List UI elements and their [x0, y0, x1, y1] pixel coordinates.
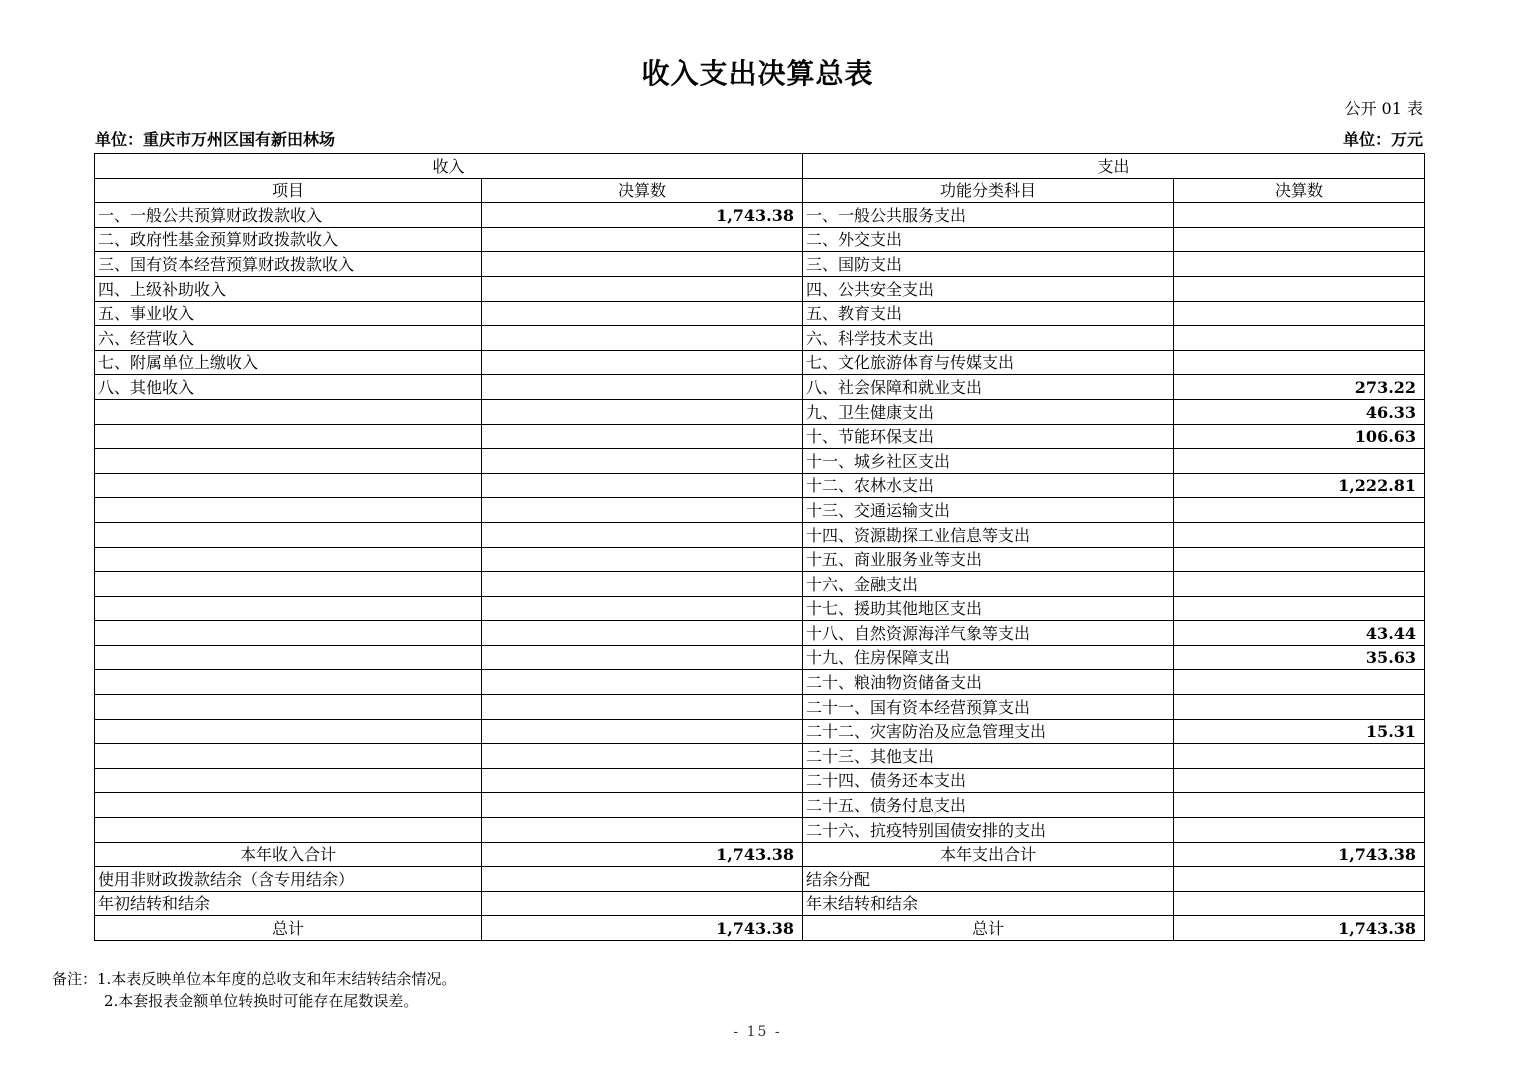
- grand-total-label-expense: 总计: [803, 916, 1174, 941]
- income-item: [95, 695, 482, 720]
- income-amount: [482, 695, 803, 720]
- expense-total-value: 1,743.38: [1174, 842, 1425, 867]
- expense-item: 二十三、其他支出: [803, 744, 1174, 769]
- surplus-value: [1174, 867, 1425, 892]
- expense-item: 五、教育支出: [803, 301, 1174, 326]
- expense-amount: 106.63: [1174, 424, 1425, 449]
- income-amount: [482, 276, 803, 301]
- expense-amount: [1174, 818, 1425, 843]
- income-amount: [482, 350, 803, 375]
- expense-item: 十四、资源勘探工业信息等支出: [803, 522, 1174, 547]
- grand-total-expense: 1,743.38: [1174, 916, 1425, 941]
- expense-item: 十七、援助其他地区支出: [803, 596, 1174, 621]
- expense-item: 十九、住房保障支出: [803, 645, 1174, 670]
- table-row: [95, 424, 1425, 449]
- table-row: [95, 473, 1425, 498]
- budget-summary-table: [94, 153, 1425, 941]
- income-amount: [482, 252, 803, 277]
- income-amount: [482, 670, 803, 695]
- income-item: 六、经营收入: [95, 326, 482, 351]
- income-item: 一、一般公共预算财政拨款收入: [95, 203, 482, 228]
- income-item: [95, 449, 482, 474]
- expense-amount: 46.33: [1174, 399, 1425, 424]
- income-amount: [482, 424, 803, 449]
- unit-measure: 单位：万元: [1342, 130, 1423, 149]
- expense-amount: [1174, 768, 1425, 793]
- nonfiscal-label: 使用非财政拨款结余（含专用结余）: [95, 867, 482, 892]
- end-carryover-label: 年末结转和结余: [803, 891, 1174, 916]
- expense-amount: [1174, 547, 1425, 572]
- expense-item: 二十四、债务还本支出: [803, 768, 1174, 793]
- income-item: 三、国有资本经营预算财政拨款收入: [95, 252, 482, 277]
- income-amount: [482, 326, 803, 351]
- table-row: [95, 350, 1425, 375]
- income-item: [95, 818, 482, 843]
- income-amount: [482, 498, 803, 523]
- expense-item: 二十、粮油物资储备支出: [803, 670, 1174, 695]
- income-item: 七、附属单位上缴收入: [95, 350, 482, 375]
- expense-header: 支出: [803, 154, 1425, 179]
- expense-item: 九、卫生健康支出: [803, 399, 1174, 424]
- expense-amount: [1174, 276, 1425, 301]
- expense-item: 一、一般公共服务支出: [803, 203, 1174, 228]
- table-row: [95, 719, 1425, 744]
- income-header: 收入: [95, 154, 803, 179]
- expense-item: 三、国防支出: [803, 252, 1174, 277]
- expense-item: 二十五、债务付息支出: [803, 793, 1174, 818]
- table-row: [95, 572, 1425, 597]
- table-row: [95, 326, 1425, 351]
- income-amount: [482, 768, 803, 793]
- table-row: [95, 744, 1425, 769]
- amount-header: 决算数: [482, 178, 803, 203]
- income-item: 五、事业收入: [95, 301, 482, 326]
- begin-carryover-value: [482, 891, 803, 916]
- item-header: 项目: [95, 178, 482, 203]
- expense-item: 七、文化旅游体育与传媒支出: [803, 350, 1174, 375]
- annual-total-row: [95, 842, 1425, 867]
- page-title: 收入支出决算总表: [641, 57, 874, 90]
- expense-item: 八、社会保障和就业支出: [803, 375, 1174, 400]
- expense-total-label: 本年支出合计: [803, 842, 1174, 867]
- expense-item: 十五、商业服务业等支出: [803, 547, 1174, 572]
- income-item: [95, 547, 482, 572]
- table-row: [95, 276, 1425, 301]
- income-item: [95, 645, 482, 670]
- income-amount: [482, 596, 803, 621]
- expense-amount: [1174, 793, 1425, 818]
- table-row: [95, 203, 1425, 228]
- income-item: [95, 719, 482, 744]
- surplus-label: 结余分配: [803, 867, 1174, 892]
- expense-item: 十二、农林水支出: [803, 473, 1174, 498]
- expense-amount: [1174, 449, 1425, 474]
- income-amount: [482, 572, 803, 597]
- table-row: [95, 301, 1425, 326]
- table-row: [95, 252, 1425, 277]
- income-item: 二、政府性基金预算财政拨款收入: [95, 227, 482, 252]
- table-row: [95, 670, 1425, 695]
- income-item: [95, 793, 482, 818]
- income-amount: 1,743.38: [482, 203, 803, 228]
- grand-total-label-income: 总计: [95, 916, 482, 941]
- expense-item: 二、外交支出: [803, 227, 1174, 252]
- expense-item: 十一、城乡社区支出: [803, 449, 1174, 474]
- expense-item: 十、节能环保支出: [803, 424, 1174, 449]
- begin-carryover-label: 年初结转和结余: [95, 891, 482, 916]
- table-row: [95, 375, 1425, 400]
- income-item: [95, 522, 482, 547]
- income-item: [95, 399, 482, 424]
- income-amount: [482, 449, 803, 474]
- footnotes: [52, 968, 456, 1012]
- income-item: [95, 498, 482, 523]
- function-category-header: 功能分类科目: [803, 178, 1174, 203]
- expense-amount: 1,222.81: [1174, 473, 1425, 498]
- expense-item: 十三、交通运输支出: [803, 498, 1174, 523]
- expense-amount: 273.22: [1174, 375, 1425, 400]
- income-amount: [482, 645, 803, 670]
- expense-item: 二十二、灾害防治及应急管理支出: [803, 719, 1174, 744]
- table-row: [95, 695, 1425, 720]
- grand-total-row: [95, 916, 1425, 941]
- expense-amount: [1174, 203, 1425, 228]
- income-amount: [482, 547, 803, 572]
- header-row-group: [95, 154, 1425, 179]
- expense-amount: 35.63: [1174, 645, 1425, 670]
- table-row: [95, 596, 1425, 621]
- expense-amount: [1174, 522, 1425, 547]
- income-amount: [482, 473, 803, 498]
- income-amount: [482, 375, 803, 400]
- page-number: - 15 -: [733, 1024, 782, 1040]
- income-amount: [482, 719, 803, 744]
- income-total-label: 本年收入合计: [95, 842, 482, 867]
- expense-item: 二十一、国有资本经营预算支出: [803, 695, 1174, 720]
- income-item: [95, 596, 482, 621]
- income-amount: [482, 227, 803, 252]
- expense-amount: [1174, 744, 1425, 769]
- unit-name: 单位：重庆市万州区国有新田林场: [95, 130, 336, 149]
- income-amount: [482, 621, 803, 646]
- income-item: 四、上级补助收入: [95, 276, 482, 301]
- footnote-1: 备注：1.本表反映单位本年度的总收支和年末结转结余情况。: [52, 970, 457, 988]
- income-item: [95, 744, 482, 769]
- expense-item: 六、科学技术支出: [803, 326, 1174, 351]
- expense-amount: [1174, 695, 1425, 720]
- expense-amount: [1174, 326, 1425, 351]
- income-amount: [482, 818, 803, 843]
- carryover-row: [95, 891, 1425, 916]
- expense-amount: [1174, 227, 1425, 252]
- expense-item: 四、公共安全支出: [803, 276, 1174, 301]
- expense-amount: [1174, 670, 1425, 695]
- expense-amount: [1174, 252, 1425, 277]
- table-row: [95, 645, 1425, 670]
- expense-amount: 15.31: [1174, 719, 1425, 744]
- income-item: [95, 768, 482, 793]
- income-item: [95, 424, 482, 449]
- expense-item: 十八、自然资源海洋气象等支出: [803, 621, 1174, 646]
- income-amount: [482, 793, 803, 818]
- income-amount: [482, 399, 803, 424]
- income-item: [95, 670, 482, 695]
- table-row: [95, 498, 1425, 523]
- table-row: [95, 547, 1425, 572]
- form-number: 公开 01 表: [1344, 99, 1423, 118]
- table-row: [95, 621, 1425, 646]
- header-row-columns: [95, 178, 1425, 203]
- expense-amount: 43.44: [1174, 621, 1425, 646]
- income-item: 八、其他收入: [95, 375, 482, 400]
- expense-amount: [1174, 350, 1425, 375]
- table-row: [95, 793, 1425, 818]
- table-row: [95, 227, 1425, 252]
- income-total-value: 1,743.38: [482, 842, 803, 867]
- income-item: [95, 621, 482, 646]
- expense-amount: [1174, 572, 1425, 597]
- grand-total-income: 1,743.38: [482, 916, 803, 941]
- expense-item: 十六、金融支出: [803, 572, 1174, 597]
- expense-amount: [1174, 498, 1425, 523]
- nonfiscal-value: [482, 867, 803, 892]
- table-row: [95, 818, 1425, 843]
- income-amount: [482, 744, 803, 769]
- table-row: [95, 522, 1425, 547]
- income-amount: [482, 301, 803, 326]
- end-carryover-value: [1174, 891, 1425, 916]
- footnote-2: 2.本套报表金额单位转换时可能存在尾数误差。: [104, 992, 419, 1010]
- income-item: [95, 572, 482, 597]
- income-item: [95, 473, 482, 498]
- table-row: [95, 399, 1425, 424]
- expense-amount: [1174, 301, 1425, 326]
- expense-amount: [1174, 596, 1425, 621]
- table-row: [95, 449, 1425, 474]
- table-row: [95, 768, 1425, 793]
- amount-header-expense: 决算数: [1174, 178, 1425, 203]
- income-amount: [482, 522, 803, 547]
- nonfiscal-row: [95, 867, 1425, 892]
- expense-item: 二十六、抗疫特别国债安排的支出: [803, 818, 1174, 843]
